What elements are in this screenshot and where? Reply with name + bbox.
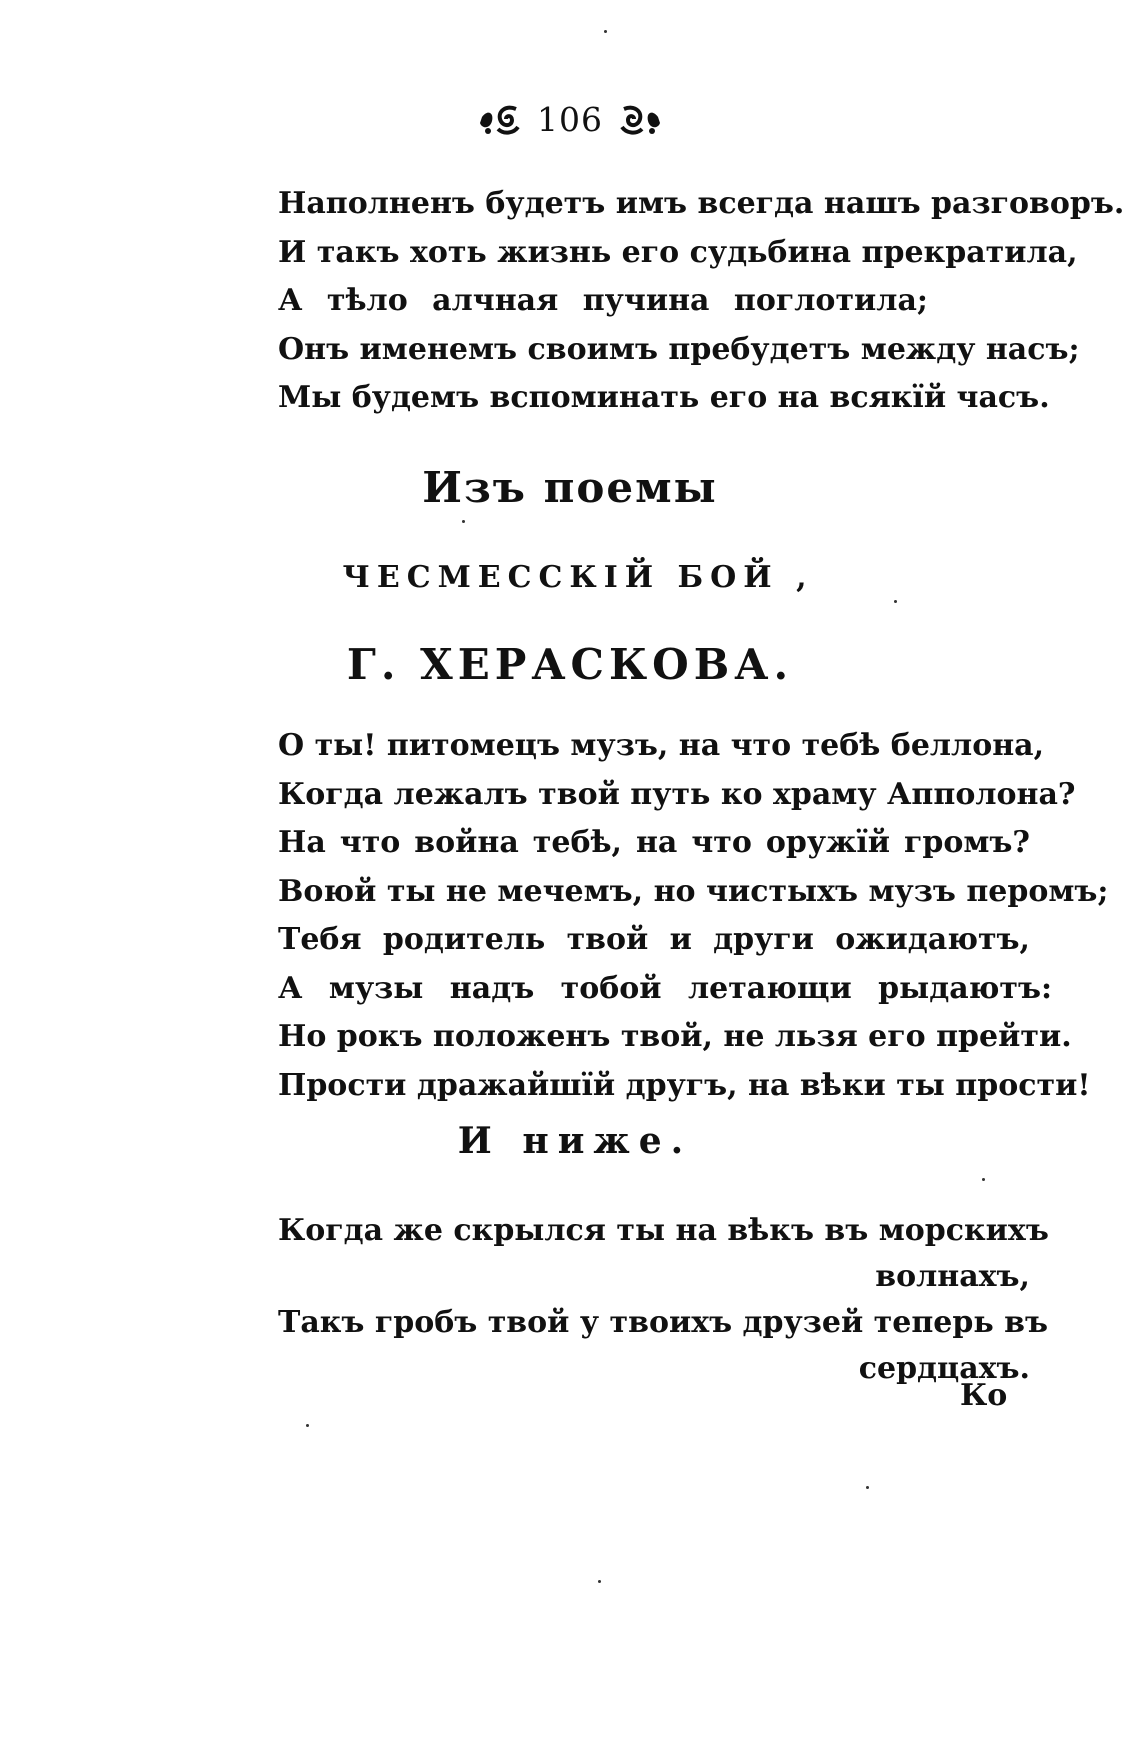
from-poem-heading: Изъ поемы [422, 463, 718, 512]
verse-line: Онъ именемъ своимъ пребудетъ между насъ; [278, 331, 1080, 367]
verse-line: Когда лежалъ твой путь ко храму Апполона? [278, 776, 1076, 812]
verse-line: А музы надъ тобой летающи рыдаютъ: [278, 970, 1053, 1006]
poem-title-heading: ЧЕСМЕССКIЙ БОЙ , [342, 560, 814, 595]
verse-closing-couplet [278, 1208, 1049, 1392]
verse-line: Такъ гробъ твой у твоихъ друзей теперь въ [278, 1305, 1049, 1340]
paper-speck [598, 1580, 601, 1583]
verse-line: И такъ хоть жизнь его судьбина прекратила, [278, 234, 1078, 270]
verse-line: Наполненъ будетъ имъ всегда нашъ разговоръ. [278, 186, 1125, 221]
paper-speck [604, 30, 607, 33]
verse-line: О ты! питомецъ музъ, на что тебѣ беллона, [278, 728, 1045, 763]
verse-line: На что война тебѣ, на что оружїй громъ? [278, 825, 1030, 860]
below-heading: И ниже. [457, 1120, 693, 1162]
paper-speck [462, 520, 465, 523]
author-heading: Г. ХЕРАСКОВА. [346, 640, 794, 689]
verse-poem-excerpt [278, 722, 1109, 1110]
paper-speck [894, 600, 897, 603]
paper-speck [982, 1178, 985, 1181]
page-number: 106 [537, 100, 603, 139]
verse-line: Мы будемъ вспоминать его на всякїй часъ. [278, 380, 1050, 415]
fleuron-left-icon [476, 103, 522, 137]
fleuron-right-icon [618, 103, 664, 137]
paper-speck [306, 1424, 309, 1427]
verse-line: Воюй ты не мечемъ, но чистыхъ музъ перомъ; [278, 873, 1109, 909]
catchword: Ко [960, 1378, 1008, 1413]
verse-line-continuation: сердцахъ. [858, 1351, 1030, 1386]
verse-line-continuation: волнахъ, [875, 1259, 1030, 1294]
verse-line: Когда же скрылся ты на вѣкъ въ морскихъ [278, 1213, 1049, 1248]
verse-line: Тебя родитель твой и други ожидаютъ, [278, 922, 1030, 957]
verse-line: Но рокъ положенъ твой, не льзя его прейти. [278, 1019, 1072, 1054]
page-header [0, 100, 1140, 139]
verse-line: А тѣло алчная пучина поглотила; [278, 283, 928, 318]
verse-opening-stanza [278, 180, 1125, 423]
verse-line: Прости дражайшїй другъ, на вѣки ты прости! [278, 1067, 1091, 1103]
paper-speck [866, 1486, 869, 1489]
